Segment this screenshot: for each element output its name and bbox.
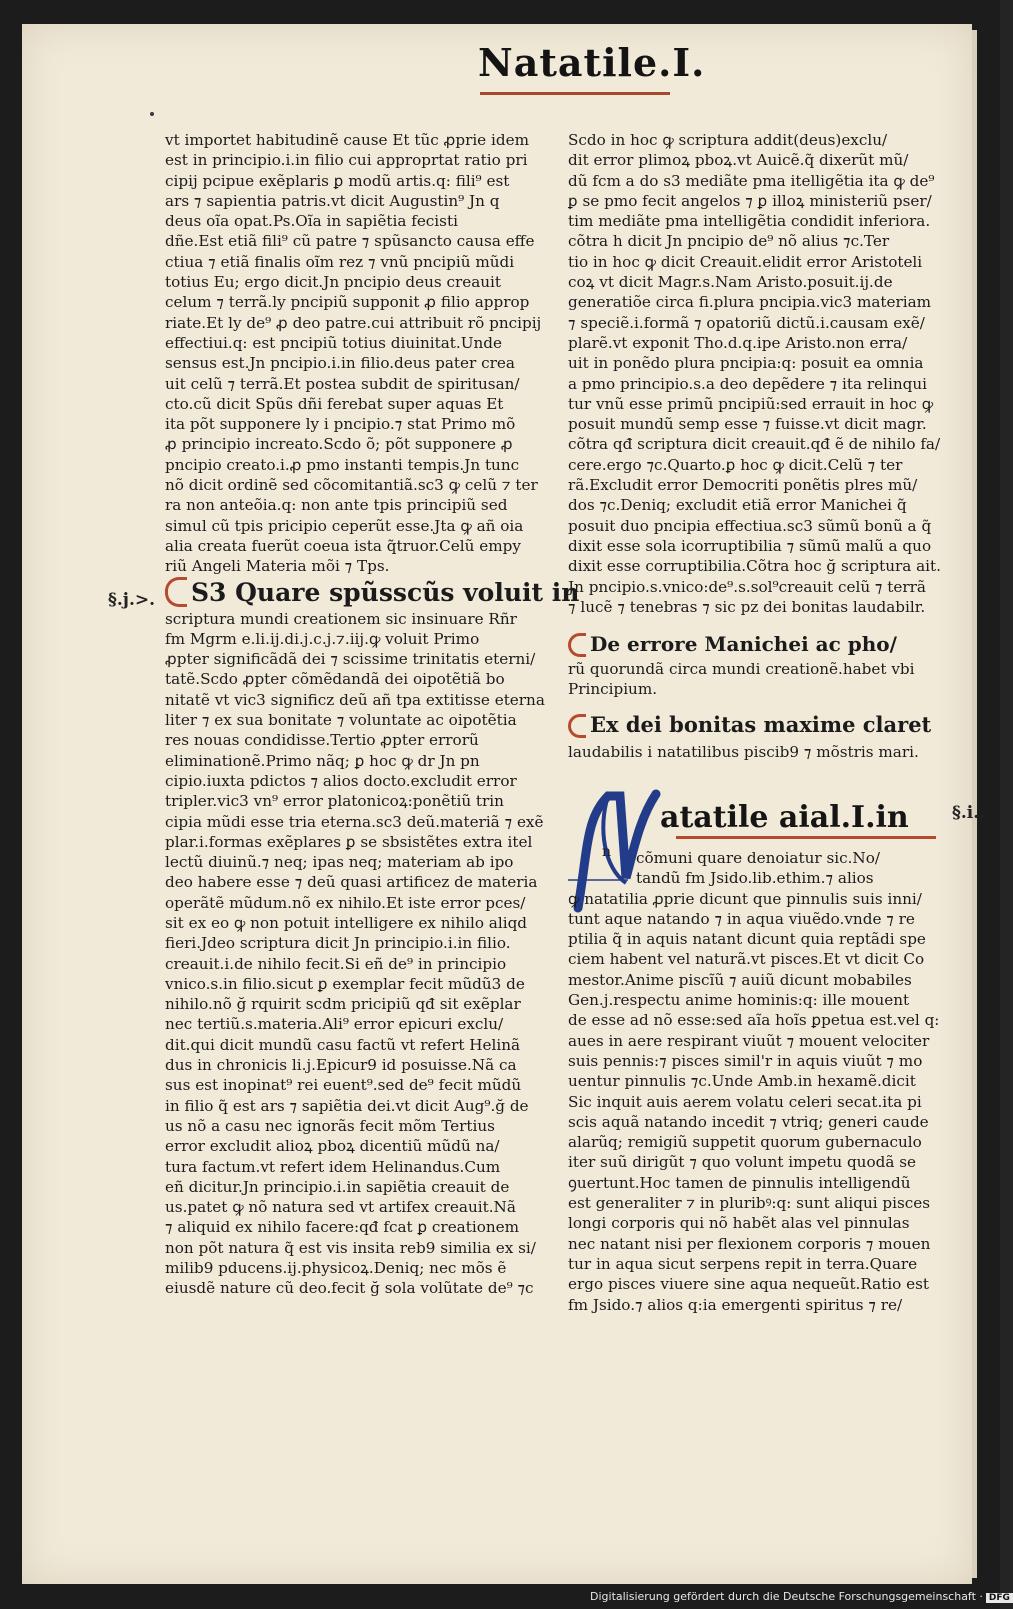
text-line: ra non anteõia.q: non ante tpis principiũ sed	[165, 496, 508, 515]
text-line: vt importet habitudinẽ cause Et tũc ꝓprie idem	[165, 131, 529, 149]
text-line: effectiui.q: est pncipiũ totius diuinitat.Unde	[165, 333, 502, 352]
heading-natatile: atatile aial.I.in	[660, 800, 909, 835]
text-line: nitatẽ vt vic3 significz deũ añ tpa extitisse eterna	[165, 690, 545, 709]
text-line: sit ex eo ꝙ non potuit intelligere ex nihilo aliqd	[165, 913, 528, 932]
text-line: tunt aque natando ⁊ in aqua viuẽdo.vnde ⁊ re	[568, 909, 915, 928]
text-line: rã.Excludit error Democriti ponẽtis plres mũ/	[568, 476, 918, 495]
text-line: ꝓpter significãdã dei ⁊ scissime trinitatis eterni/	[165, 650, 536, 669]
text-line: alarũq; remigiũ suppetit quorum gubernaculo	[568, 1133, 922, 1152]
text-line: tura factum.vt refert idem Helinandus.Cum	[165, 1157, 501, 1176]
text-line: operãtẽ mũdum.nõ ex nihilo.Et iste error pces/	[165, 893, 526, 912]
text-line: nec natant nisi per flexionem corporis ⁊ mouen	[568, 1234, 931, 1253]
text-line: cõtra qđ scriptura dicit creauit.qđ ẽ de nihilo fa/	[568, 435, 941, 454]
text-line: ctiua ⁊ etiã finalis oĩm rez ⁊ vnũ pncipiũ mũdi	[165, 252, 515, 271]
margin-note-right: §.i..	[952, 803, 986, 823]
left-column-text-bottom	[165, 609, 545, 1299]
text-line: de esse ad nõ esse:sed aĩa hoĩs ꝑpetua est.vel q:	[568, 1011, 940, 1030]
text-line: plar.i.formas exẽplares ꝑ se sbsistẽtes extra itel	[165, 832, 533, 851]
left-column-text-top	[165, 130, 545, 577]
ink-speck	[150, 112, 154, 116]
text-line: ⁊ speciẽ.i.formã ⁊ opatoriũ dictũ.i.causam exẽ/	[568, 313, 925, 332]
text-line: dũ fcm a do s3 mediãte pma itelligẽtia ita ꝙ de⁹	[568, 171, 935, 190]
text-line: dixit esse sola icorruptibilia ⁊ sũmũ malũ a quo	[568, 536, 932, 555]
text-line: simul cũ tpis pricipio ceperũt esse.Jta ꝙ añ oia	[165, 516, 524, 535]
text-line: iter suũ dirigũt ⁊ quo volunt impetu quodã se	[568, 1153, 916, 1172]
text-line: cipij pcipue exẽplaris ꝑ modũ artis.q: fili⁹ est	[165, 171, 510, 190]
text-line: cto.cũ dicit Spũs dñi ferebat super aquas Et	[165, 394, 504, 413]
text-line: totius Eu; ergo dicit.Jn pncipio deus creauit	[165, 273, 502, 292]
text-line: ars ⁊ sapientia patris.vt dicit Augustin⁹ Jn q	[165, 191, 500, 210]
text-line: sus est inopinat⁹ rei euent⁹.sed de⁹ fecit mũdũ	[165, 1076, 522, 1095]
text-line: Scdo in hoc ꝙ scriptura addit(deus)exclu/	[568, 131, 888, 149]
text-line: scis aquã natando incedit ⁊ vtriq; generi caude	[568, 1112, 929, 1131]
margin-note-left: §.j.>.	[108, 590, 156, 610]
text-line: ita põt supponere ly i pncipio.⁊ stat Primo mõ	[165, 415, 516, 434]
text-line: nihilo.nõ ğ rquirit scdm pricipiũ qđ sit exẽplar	[165, 995, 521, 1014]
text-line: Jn pncipio.s.vnico:de⁹.s.sol⁹creauit celũ ⁊ terrã	[568, 577, 926, 596]
paragraph-mark-icon	[568, 633, 586, 657]
text-line: dit error plimoꝝ pboꝝ.vt Auicẽ.q̃ dixerũt mũ/	[568, 151, 909, 170]
text-line: eñ dicitur.Jn principio.i.in sapiẽtia creauit de	[165, 1177, 510, 1196]
text-line: deus oĩa opat.Ps.Oĩa in sapiẽtia fecisti	[165, 212, 458, 231]
text-line: tatẽ.Scdo ꝓpter cõmẽdandã dei oipotẽtiã bo	[165, 670, 505, 689]
text-line: cipia mũdi esse tria eterna.sc3 deũ.materiã ⁊ exẽ	[165, 812, 544, 831]
text-line: lectũ diuinũ.⁊ neq; ipas neq; materiam ab ipo	[165, 853, 514, 872]
text-line: uit in ponẽdo plura pncipia:q: posuit ea omnia	[568, 354, 924, 373]
text-line: celum ⁊ terrã.ly pncipiũ supponit ꝓ filio approp	[165, 293, 530, 312]
text-line: nec tertiũ.s.materia.Ali⁹ error epicuri exclu/	[165, 1015, 504, 1034]
right-column-text-top	[568, 130, 948, 617]
text-line: deo habere esse ⁊ deũ quasi artificez de materia	[165, 873, 538, 892]
text-line: ciem habent vel naturã.vt pisces.Et vt dicit Co	[568, 950, 925, 969]
text-line: mestor.Anime piscĩũ ⁊ auiũ dicunt mobabiles	[568, 970, 912, 989]
text-line: error excludit alioꝝ pboꝝ dicentiũ mũdũ na/	[165, 1137, 500, 1156]
heading-line: Principium.	[568, 680, 658, 699]
text-line: ⁊ lucẽ ⁊ tenebras ⁊ sic pz dei bonitas laudabilr.	[568, 597, 926, 616]
text-line: eiusdẽ nature cũ deo.fecit ğ sola volũtate de⁹ ⁊c	[165, 1279, 534, 1298]
text-line: dit.qui dicit mundũ casu factũ vt refert Helinã	[165, 1035, 521, 1054]
heading-bonitas-continued: laudabilis i natatilibus piscib9 ⁊ mõstris mari.	[568, 742, 919, 761]
text-line: est generaliter ⁊ in pluribꝰ:q: sunt aliqui pisces	[568, 1194, 931, 1213]
text-line: cõmuni quare denoiatur sic.No/	[636, 849, 880, 867]
natatile-text	[568, 848, 948, 1315]
text-line: riũ Angeli Materia mõi ⁊ Tps.	[165, 557, 390, 576]
text-line: longi corporis qui nõ habẽt alas vel pinnulas	[568, 1214, 910, 1233]
text-line: tur in aqua sicut serpens repit in terra.Quare	[568, 1254, 918, 1273]
text-line: in filio q̃ est ars ⁊ sapiẽtia dei.vt dicit Aug⁹.ğ de	[165, 1096, 529, 1115]
text-line: Sic inquit auis aerem volatu celeri secat.ita pi	[568, 1092, 922, 1111]
heading-manichei-continued	[568, 659, 948, 700]
text-line: non põt natura q̃ est vis insita reb9 similia ex si/	[165, 1238, 536, 1257]
text-line: fm Mgrm e.li.ij.di.j.c.j.⁊.iij.ꝙ voluit Primo	[165, 629, 480, 648]
text-line: generatiõe circa fi.plura pncipia.vic3 materiam	[568, 293, 932, 312]
left-column	[165, 130, 580, 1299]
natatile-lines	[568, 848, 948, 1315]
dfg-logo: DFG	[986, 1593, 1013, 1603]
paragraph-mark-icon	[568, 714, 586, 738]
text-line: liter ⁊ ex sua bonitate ⁊ voluntate ac oipotẽtia	[165, 711, 517, 730]
heading-manichei: De errore Manichei ac pho/	[568, 633, 948, 659]
running-head	[478, 40, 708, 85]
initial-guide-letter: n	[602, 844, 612, 860]
right-column	[568, 130, 948, 762]
text-line: ⁊ aliquid ex nihilo facere:qđ fcat ꝑ creationem	[165, 1218, 520, 1237]
text-line: uentur pinnulis ⁊c.Unde Amb.in hexamẽ.dicit	[568, 1072, 916, 1091]
text-line: dos ⁊c.Deniq; excludit etiã error Manichei q̃	[568, 496, 907, 515]
text-line: aues in aere respirant viuũt ⁊ mouent velociter	[568, 1031, 930, 1050]
text-line: dus in chronicis li.j.Epicur9 id posuisse.Nã ca	[165, 1056, 517, 1075]
text-line: tur vnũ esse primũ pncipiũ:sed errauit in hoc ꝙ	[568, 394, 934, 413]
rubric-underline	[480, 92, 670, 95]
heading-bonitas: Ex dei bonitas maxime claret	[568, 714, 948, 742]
text-line: dixit esse corruptibilia.Cõtra hoc ğ scriptura ait.	[568, 557, 941, 576]
paragraph-mark-icon	[165, 577, 187, 607]
text-line: posuit mundũ semp esse ⁊ fuisse.vt dicit magr.	[568, 415, 927, 434]
text-line: us nõ a casu nec ignorãs fecit mõm Tertius	[165, 1116, 495, 1135]
text-line: fm Jsido.⁊ alios q:ia emergenti spiritus ⁊ re/	[568, 1295, 903, 1314]
text-line: cõtra h dicit Jn pncipio de⁹ nõ alius ⁊c.Ter	[568, 232, 890, 251]
footer-text: Digitalisierung gefördert durch die Deutsche Forschungsgemeinschaft ·	[590, 1590, 983, 1603]
text-line: Gen.j.respectu anime hominis:q: ille mouent	[568, 991, 910, 1010]
text-line: nõ dicit ordinẽ sed cõcomitantiã.sc3 ꝙ celũ ⁊ ter	[165, 476, 538, 495]
text-line: suis pennis:⁊ pisces simil'r in aquis viuũt ⁊ mo	[568, 1051, 923, 1070]
footer-credit	[590, 1590, 1013, 1603]
text-line: est in principio.i.in filio cui approprtat ratio pri	[165, 151, 528, 170]
text-line: ꝯuertunt.Hoc tamen de pinnulis intelligendũ	[568, 1173, 911, 1192]
text-line: sensus est.Jn pncipio.i.in filio.deus pater crea	[165, 354, 515, 373]
running-head-text: Natatile.I.	[478, 40, 706, 85]
text-line: dñe.Est etiã fili⁹ cũ patre ⁊ spũsancto causa effe	[165, 232, 535, 251]
text-line: riate.Et ly de⁹ ꝓ deo patre.cui attribuit rõ pncipij	[165, 313, 542, 332]
heading-line: rũ quorundã circa mundi creationẽ.habet vbi	[568, 660, 915, 679]
text-line: milib9 pducens.ij.physicoꝝ.Deniq; nec mõs ẽ	[165, 1259, 507, 1278]
text-line: posuit duo pncipia effectiua.sc3 sũmũ bonũ a q̃	[568, 516, 932, 535]
text-line: ꝙ natatilia ꝓprie dicunt que pinnulis suis inni/	[568, 889, 922, 908]
text-line: tio in hoc ꝙ dicit Creauit.elidit error Aristoteli	[568, 252, 923, 271]
text-line: ergo pisces viuere sine aqua nequeũt.Ratio est	[568, 1275, 930, 1294]
text-line: pncipio creato.i.ꝓ pmo instanti tempis.Jn tunc	[165, 455, 520, 474]
text-line: alia creata fuerũt coeua ista q̃truor.Celũ empy	[165, 536, 521, 555]
text-line: res nouas condidisse.Tertio ꝓpter errorũ	[165, 731, 479, 750]
text-line: creauit.i.de nihilo fecit.Si eñ de⁹ in principio	[165, 954, 507, 973]
text-line: tandũ fm Jsido.lib.ethim.⁊ alios	[636, 869, 874, 888]
text-line: a pmo principio.s.a deo depẽdere ⁊ ita relinqui	[568, 374, 927, 393]
text-line: ꝓ principio increato.Scdo õ; põt supponere ꝓ	[165, 435, 513, 454]
text-line: vnico.s.in filio.sicut ꝑ exemplar fecit mũdũ3 de	[165, 974, 525, 993]
text-line: ptilia q̃ in aquis natant dicunt quia reptãdi spe	[568, 930, 926, 949]
text-line: cere.ergo ⁊c.Quarto.ꝑ hoc ꝙ dicit.Celũ ⁊ ter	[568, 455, 903, 474]
section-heading-quare: S3 Quare spũsscũs voluit in	[165, 577, 545, 609]
text-line: uit celũ ⁊ terrã.Et postea subdit de spiritusan/	[165, 374, 520, 393]
rubric-underline-natatile	[676, 836, 936, 839]
text-line: us.patet ꝙ nõ natura sed vt artifex creauit.Nã	[165, 1198, 516, 1217]
text-line: ꝑ se pmo fecit angelos ⁊ ꝑ illoꝝ ministeriũ pser/	[568, 191, 932, 210]
text-line: cipio.iuxta pdictos ⁊ alios docto.excludit error	[165, 771, 517, 790]
text-line: eliminationẽ.Primo nãq; ꝑ hoc ꝙ dr Jn pn	[165, 751, 480, 770]
text-line: tripler.vic3 vn⁹ error platonicoꝝ:ponẽtiũ trin	[165, 792, 504, 811]
text-line: coꝝ vt dicit Magr.s.Nam Aristo.posuit.ij.de	[568, 273, 893, 292]
text-line: scriptura mundi creationem sic insinuare Rñr	[165, 609, 517, 628]
text-line: tim mediãte pma intelligẽtia condidit inferiora.	[568, 212, 931, 231]
text-line: plarẽ.vt exponit Tho.d.q.ipe Aristo.non erra/	[568, 333, 908, 352]
text-line: fieri.Jdeo scriptura dicit Jn principio.i.in filio.	[165, 934, 511, 953]
